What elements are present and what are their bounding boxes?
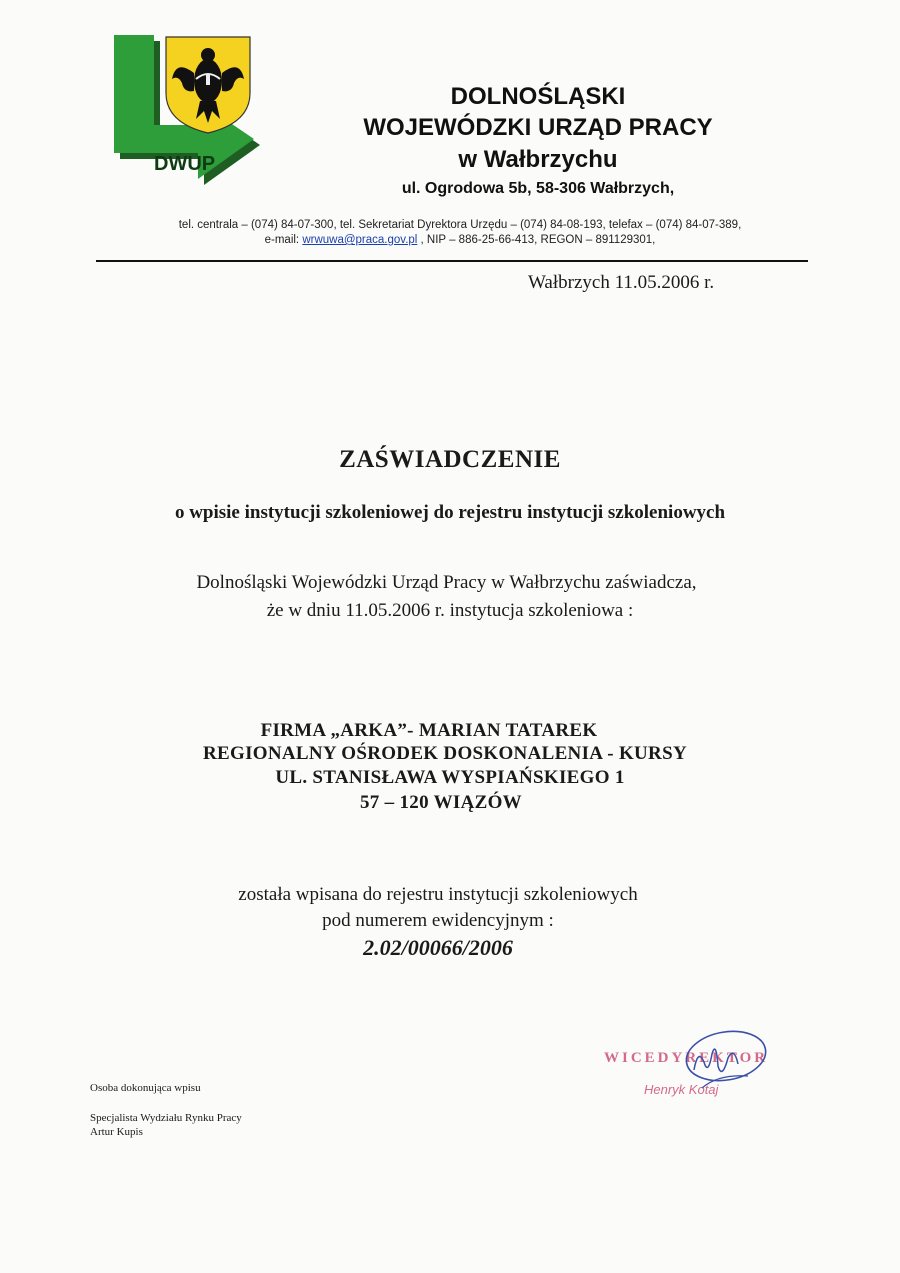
org-name-line1: DOLNOŚLĄSKI bbox=[450, 83, 626, 110]
stamp-name: Henryk Kotaj bbox=[644, 1082, 719, 1097]
tax-ids: , NIP – 886-25-66-413, REGON – 891129301, bbox=[417, 234, 656, 246]
entered-by-label: Osoba dokonująca wpisu bbox=[90, 1082, 201, 1094]
institution-city: 57 – 120 WIĄZÓW bbox=[360, 792, 522, 813]
institution-name: FIRMA „ARKA”- MARIAN TATAREK bbox=[260, 720, 598, 741]
logo-text: DWUP bbox=[154, 153, 216, 175]
org-address: ul. Ogrodowa 5b, 58-306 Wałbrzych, bbox=[401, 180, 675, 197]
org-name-line2: WOJEWÓDZKI URZĄD PRACY bbox=[363, 114, 713, 141]
stamp-title: WICEDYREKTOR bbox=[604, 1050, 769, 1066]
contact-phones: tel. centrala – (074) 84-07-300, tel. Sekretariat Dyrektora Urzędu – (074) 84-08-193, telefax – (074) 84-07-389, bbox=[178, 219, 742, 231]
registration-line1: została wpisana do rejestru instytucji szkoleniowych bbox=[238, 884, 638, 905]
certify-line1: Dolnośląski Wojewódzki Urząd Pracy w Wałbrzychu zaświadcza, bbox=[196, 572, 697, 593]
stamp-signature bbox=[598, 1018, 783, 1103]
document-title: ZAŚWIADCZENIE bbox=[339, 446, 561, 473]
document-subtitle: o wpisie instytucji szkoleniowej do rejestru instytucji szkoleniowych bbox=[174, 502, 726, 523]
registration-number: 2.02/00066/2006 bbox=[363, 935, 513, 960]
official-name: Artur Kupis bbox=[90, 1126, 143, 1138]
header-rule bbox=[96, 260, 808, 262]
institution-street: UL. STANISŁAWA WYSPIAŃSKIEGO 1 bbox=[275, 767, 625, 788]
institution-division: REGIONALNY OŚRODEK DOSKONALENIA - KURSY bbox=[203, 743, 687, 764]
contact-line2 bbox=[100, 234, 820, 246]
email-link[interactable]: wrwuwa@praca.gov.pl bbox=[302, 234, 418, 246]
certify-line2: że w dniu 11.05.2006 r. instytucja szkoleniowa : bbox=[266, 600, 634, 621]
org-name-line3: w Wałbrzychu bbox=[458, 146, 618, 173]
document-date: Wałbrzych 11.05.2006 r. bbox=[528, 272, 715, 293]
registration-line2: pod numerem ewidencyjnym : bbox=[322, 910, 554, 931]
official-position: Specjalista Wydziału Rynku Pracy bbox=[90, 1112, 242, 1124]
email-label: e-mail: bbox=[264, 234, 303, 246]
